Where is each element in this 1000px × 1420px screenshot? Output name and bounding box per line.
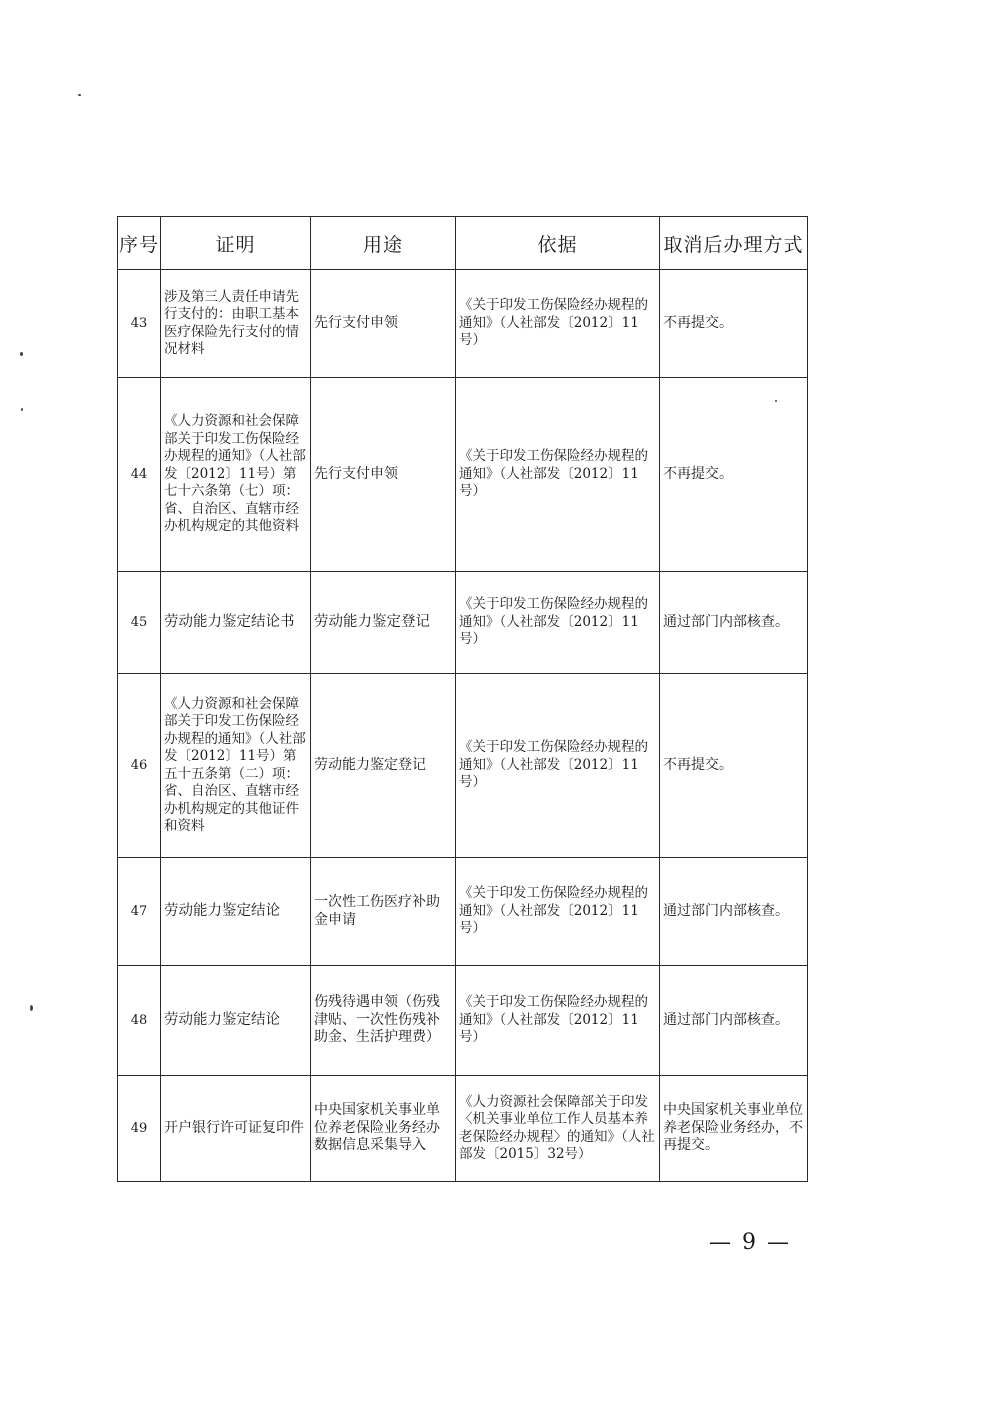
- row-proof: 劳动能力鉴定结论书: [161, 572, 311, 674]
- header-purpose: 用途: [311, 217, 456, 270]
- row-no: 43: [118, 270, 161, 378]
- row-purpose: 中央国家机关事业单位养老保险业务经办数据信息采集导入: [311, 1076, 456, 1182]
- table-row: [118, 966, 808, 1076]
- table-row: [118, 572, 808, 674]
- scan-speck: [30, 1005, 33, 1011]
- table-row: [118, 270, 808, 378]
- table-row: [118, 1076, 808, 1182]
- table-row: [118, 674, 808, 858]
- row-no: 46: [118, 674, 161, 858]
- row-basis: 《关于印发工伤保险经办规程的通知》（人社部发〔2012〕11号）: [456, 674, 660, 858]
- row-method: 不再提交。: [660, 378, 808, 572]
- row-method: 通过部门内部核查。: [660, 966, 808, 1076]
- table-row: [118, 378, 808, 572]
- scan-speck: [78, 94, 81, 96]
- row-proof: 劳动能力鉴定结论: [161, 966, 311, 1076]
- row-basis: 《关于印发工伤保险经办规程的通知》（人社部发〔2012〕11号）: [456, 858, 660, 966]
- row-no: 49: [118, 1076, 161, 1182]
- row-basis: 《关于印发工伤保险经办规程的通知》（人社部发〔2012〕11号）: [456, 378, 660, 572]
- row-basis: 《人力资源社会保障部关于印发〈机关事业单位工作人员基本养老保险经办规程〉的通知》（人社部发〔2015〕32号）: [456, 1076, 660, 1182]
- row-proof: 《人力资源和社会保障部关于印发工伤保险经办规程的通知》（人社部发〔2012〕11号）第五十五条第（二）项：省、自治区、直辖市经办机构规定的其他证件和资料: [161, 674, 311, 858]
- header-basis: 依据: [456, 217, 660, 270]
- table-row: [118, 858, 808, 966]
- row-method: 通过部门内部核查。: [660, 858, 808, 966]
- row-proof: 劳动能力鉴定结论: [161, 858, 311, 966]
- row-proof: 《人力资源和社会保障部关于印发工伤保险经办规程的通知》（人社部发〔2012〕11号）第七十六条第（七）项：省、自治区、直辖市经办机构规定的其他资料: [161, 378, 311, 572]
- row-no: 47: [118, 858, 161, 966]
- header-proof: 证明: [161, 217, 311, 270]
- row-method: 通过部门内部核查。: [660, 572, 808, 674]
- scan-speck: [20, 352, 23, 356]
- certificate-table: [117, 216, 808, 1182]
- row-purpose: 先行支付申领: [311, 378, 456, 572]
- row-proof: 开户银行许可证复印件: [161, 1076, 311, 1182]
- row-no: 48: [118, 966, 161, 1076]
- scan-speck: [21, 408, 23, 411]
- row-purpose: 劳动能力鉴定登记: [311, 674, 456, 858]
- page-number: — 9 —: [709, 1230, 791, 1255]
- row-basis: 《关于印发工伤保险经办规程的通知》（人社部发〔2012〕11号）: [456, 572, 660, 674]
- row-no: 45: [118, 572, 161, 674]
- row-method: 不再提交。: [660, 270, 808, 378]
- row-no: 44: [118, 378, 161, 572]
- row-purpose: 先行支付申领: [311, 270, 456, 378]
- row-basis: 《关于印发工伤保险经办规程的通知》（人社部发〔2012〕11号）: [456, 270, 660, 378]
- row-proof: 涉及第三人责任申请先行支付的：由职工基本医疗保险先行支付的情况材料: [161, 270, 311, 378]
- header-method: 取消后办理方式: [660, 217, 808, 270]
- row-method: 中央国家机关事业单位养老保险业务经办，不再提交。: [660, 1076, 808, 1182]
- row-basis: 《关于印发工伤保险经办规程的通知》（人社部发〔2012〕11号）: [456, 966, 660, 1076]
- row-purpose: 劳动能力鉴定登记: [311, 572, 456, 674]
- header-no: 序号: [118, 217, 161, 270]
- table-header-row: [118, 217, 808, 270]
- row-method: 不再提交。: [660, 674, 808, 858]
- row-purpose: 伤残待遇申领（伤残津贴、一次性伤残补助金、生活护理费）: [311, 966, 456, 1076]
- row-purpose: 一次性工伤医疗补助金申请: [311, 858, 456, 966]
